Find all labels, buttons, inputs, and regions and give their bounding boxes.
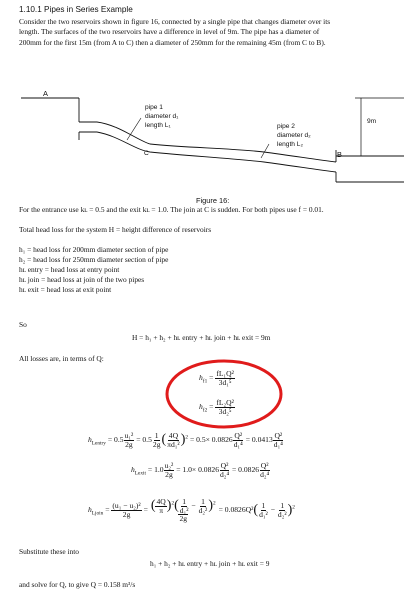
substitute-label: Substitute these into [19, 547, 79, 556]
equation-hf1: $h_{f1}$ = $\frac{\text{fL₁Q²}}{\text{3d₁⁵}}$ [199, 369, 234, 387]
join-lhs-sub: Ljoin [91, 510, 104, 517]
label-a: A [43, 89, 48, 98]
definition-h1: h₁ = head loss for 200mm diameter section of pipe [19, 245, 169, 254]
join-t8-num: 1 [280, 501, 285, 511]
highlight-ellipse [164, 358, 284, 430]
join-t2-den: π [159, 505, 164, 515]
entry-term-3: = 0.5× 0.0826 [189, 434, 233, 444]
entry-term-1: = 0.5 [107, 434, 124, 444]
hf2-lhs: h [199, 401, 203, 411]
join-t4-den: d₂² [198, 505, 208, 515]
definition-entry: hʟ entry = head loss at entry point [19, 265, 120, 274]
intro-line-2: length. The surfaces of the two reservoirs have a difference in level of 9m. The pipe has a diameter of [19, 27, 320, 36]
main-equation: H = h₁ + h₂ + hʟ entry + hʟ join + hʟ exit = 9m [132, 333, 271, 342]
definition-h2: h₂ = head loss for 250mm diameter section of pipe [19, 255, 169, 264]
entry-t4-den: d₁⁴ [273, 439, 283, 449]
label-b: B [337, 150, 342, 159]
equation-entry: $h_{Lentry} = 0.5$ $\frac{\text{u₁²}}{2g}$ = 0.5 $\frac{1}{2g}$ ( $\frac{4Q}{\text{πd₁²}}$ )$^2$ = 0.5× 0.0826 $\frac{\text{Q²}}{\text{d₁⁴}}$ = 0.0413 $\frac{\text{Q²}}{\text{d₁⁴}}$ [88, 431, 283, 449]
equation-join: $h_{Ljoin}$ = $\frac{\text{(u₁ − u₂)²}}{2g}$ = ( $\frac{4Q}{\pi}$ )$^2$( $\frac{1}{\text{d₁²}}$ − $\frac{1}{\text{d₂²}}$ )$^2$ 2g = 0.0826Q²( $\frac{1}{\text{d₁²}}$ − $\frac{1}{\text{d₂²}}$ )$^2$ [88, 497, 295, 524]
pipe1-label-2: diameter d₁ [145, 113, 179, 120]
exit-term-3: = 0.0826 [232, 464, 260, 474]
join-t7-num: 1 [261, 501, 266, 511]
exit-t3-den: d₂⁴ [260, 469, 270, 479]
exit-t2-num: Q² [220, 461, 229, 470]
join-t1-num: (u₁ − u₂)² [112, 501, 141, 511]
label-c: C [144, 150, 149, 157]
pipe2-label-2: diameter d₂ [277, 132, 311, 139]
losses-label: All losses are, in terms of Q: [19, 354, 104, 363]
entry-t2-num: 1 [154, 431, 159, 440]
pipes-figure [19, 70, 407, 205]
figure-caption: Figure 16: [196, 196, 230, 205]
equation-hf2: $h_{f2}$ = $\frac{\text{fL₂Q²}}{\text{3d₂⁵}}$ [199, 398, 234, 416]
so-label: So [19, 320, 27, 329]
join-t3-den: d₁² [179, 505, 189, 515]
join-term-6: = 0.0826Q² [218, 505, 254, 515]
entry-term-2: = 0.5 [136, 434, 152, 444]
hf1-lhs: h [199, 372, 203, 382]
entry-lhs-sub: Lentry [91, 440, 106, 447]
exit-term-1: = 1.0 [147, 464, 164, 474]
pipe1-label-1: pipe 1 [145, 104, 163, 111]
join-t2-num: 4Q [156, 497, 166, 506]
intro-line-3: 200mm for the first 15m (from A to C) then a diameter of 250mm for the remaining 45m (from C to B). [19, 38, 326, 47]
exit-term-2: = 1.0× 0.0826 [176, 464, 219, 474]
join-lhs: h [88, 505, 92, 515]
exit-lhs: h [131, 464, 135, 474]
entrance-line: For the entrance use kʟ = 0.5 and the exit kʟ = 1.0. The join at C is sudden. For both pipes use f = 0.01. [19, 205, 324, 214]
entry-t1-num: u₁² [124, 431, 134, 440]
highlight-ring [167, 361, 281, 427]
entry-t2-den: 2g [152, 439, 161, 449]
entry-t3-num: Q² [234, 431, 243, 440]
definition-exit: hʟ exit = head loss at exit point [19, 285, 112, 294]
pipe2-label-3: length L₂ [277, 141, 304, 148]
pipe1-label-3: length L₁ [145, 122, 171, 129]
entry-t2-inner-num: 4Q [168, 431, 179, 440]
entry-lhs: h [88, 434, 92, 444]
hf1-numerator: fL₁Q² [216, 369, 234, 378]
total-head-line: Total head loss for the system H = height difference of reservoirs [19, 225, 212, 234]
join-t1-den: 2g [122, 509, 131, 519]
exit-t2-den: d₂⁴ [220, 469, 230, 479]
pipe2-leader [261, 144, 269, 158]
exit-t3-num: Q² [260, 461, 269, 470]
entry-t3-den: d₁⁴ [233, 439, 243, 449]
hf2-denominator: 3d₂⁵ [218, 406, 232, 416]
exit-lhs-sub: Lexit [134, 470, 147, 477]
intro-line-1: Consider the two reservoirs shown in figure 16, connected by a single pipe that changes diameter over its [19, 17, 331, 26]
join-t5-den: 2g [179, 514, 188, 524]
pipe2-label-1: pipe 2 [277, 123, 295, 130]
join-t8-den: d₂² [277, 509, 287, 519]
definition-join: hʟ join = head loss at join of the two pipes [19, 275, 145, 284]
solve-line: and solve for Q, to give Q = 0.158 m³/s [19, 580, 136, 589]
join-t3-num: 1 [182, 497, 187, 506]
equation-exit [131, 462, 270, 478]
entry-term-4: = 0.0413 [245, 434, 273, 444]
level-label: 9m [367, 118, 377, 125]
entry-t2-inner-den: πd₁² [167, 439, 180, 449]
entry-t4-num: Q² [274, 431, 283, 440]
sum-equation: h₁ + h₂ + hʟ entry + hʟ join + hʟ exit = 9 [150, 559, 270, 568]
hf2-numerator: fL₂Q² [216, 398, 234, 407]
hf1-lhs-sub: f1 [202, 378, 208, 385]
hf2-lhs-sub: f2 [202, 407, 208, 414]
exit-t1-num: u₂² [164, 461, 174, 470]
exit-t1-den: 2g [165, 469, 173, 479]
section-title: 1.10.1 Pipes in Series Example [19, 5, 133, 14]
hf1-denominator: 3d₁⁵ [218, 377, 232, 387]
entry-t1-den: 2g [125, 439, 133, 449]
join-t7-den: d₁² [259, 509, 268, 519]
join-t4-num: 1 [201, 497, 205, 506]
